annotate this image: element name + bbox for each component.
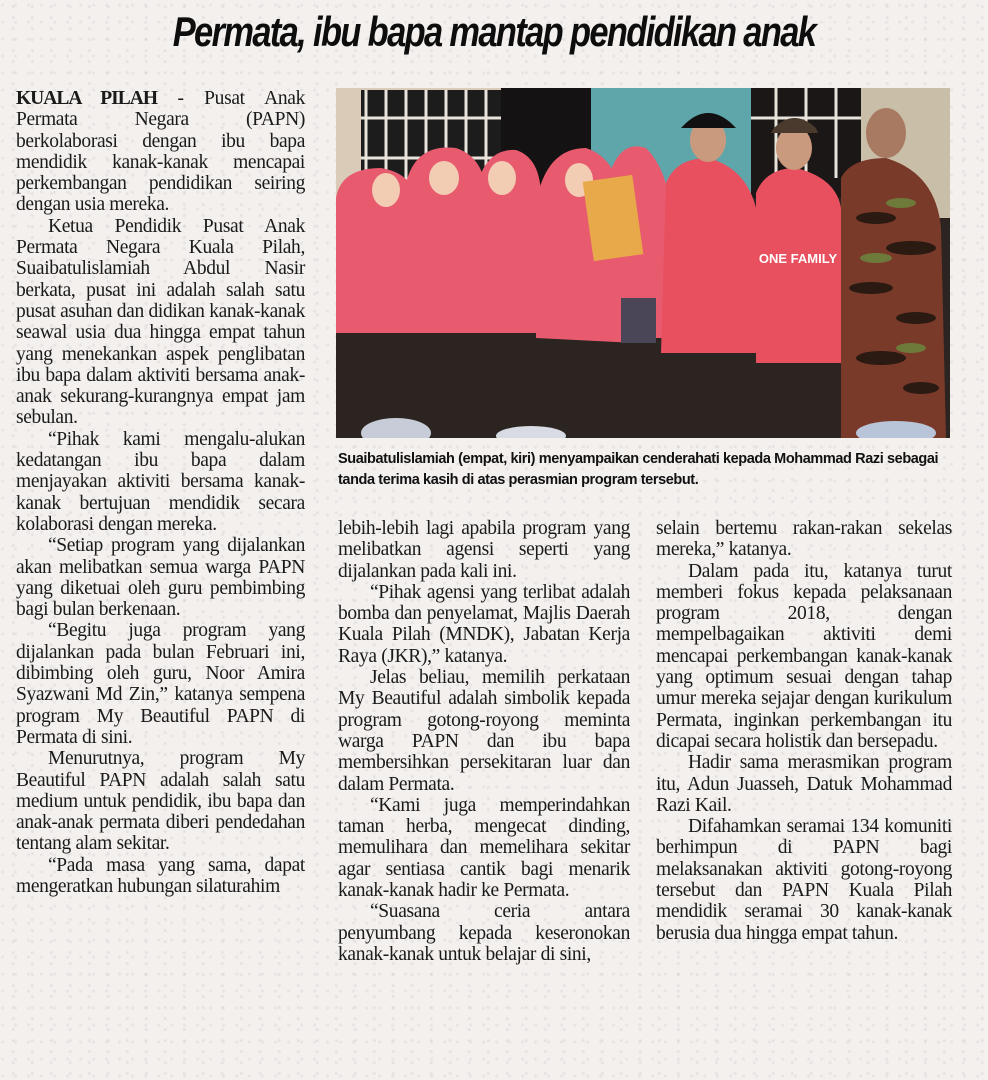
- paragraph-continued: lebih-lebih lagi apabila program yang melibatkan agensi seperti yang dijalankan pada kali ini.: [338, 518, 630, 582]
- paragraph: Dalam pada itu, katanya turut memberi fokus kepada pelaksanaan program 2018, dengan mempelbagaikan aktiviti demi mencapai perkembangan kanak-kanak yang optimum sesuai dengan tahap umur mereka sejajar dengan kurikulum Permata, inginkan perkembangan itu dicapai secara holistik dan bersepadu.: [656, 560, 952, 752]
- photo-group-icon: [336, 88, 950, 438]
- article-column-3: [656, 518, 952, 944]
- paragraph: “Pihak kami mengalu-alukan kedatangan ibu bapa dalam menjayakan aktiviti bersama kanak-kanak bertujuan mendidik secara kolaborasi dengan mereka.: [16, 428, 305, 535]
- news-photo: [336, 88, 950, 438]
- lead-paragraph: [16, 88, 305, 216]
- headline: Permata, ibu bapa mantap pendidikan anak: [172, 8, 816, 55]
- shirt-text: ONE FAMILY: [758, 251, 838, 266]
- photo-caption: Suaibatulislamiah (empat, kiri) menyampaikan cenderahati kepada Mohammad Razi sebagai tanda terima kasih di atas perasmian program tersebut.: [338, 451, 939, 488]
- paragraph: “Kami juga memperindahkan taman herba, mengecat dinding, memulihara dan memelihara sekitar agar sentiasa cantik bagi menarik kanak-kanak hadir ke Permata.: [338, 794, 630, 902]
- article-column-2: [338, 518, 630, 965]
- paragraph: Difahamkan seramai 134 komuniti berhimpun di PAPN bagi melaksanakan aktiviti gotong-royong tersebut dan PAPN Kuala Pilah mendidik seramai 30 kanak-kanak berusia dua hingga empat tahun.: [656, 816, 952, 944]
- paragraph: Ketua Pendidik Pusat Anak Permata Negara Kuala Pilah, Suaibatulislamiah Abdul Nasir berkata, pusat ini adalah salah satu pusat asuhan dan didikan kanak-kanak seawal usia dua hingga empat tahun yang menekankan aspek penglibatan ibu bapa dalam aktiviti bersama anak-anak sekurang-kurangnya empat jam sebulan.: [16, 215, 305, 429]
- paragraph: Menurutnya, program My Beautiful PAPN adalah salah satu medium untuk pendidik, ibu bapa dan anak-anak permata diberi pendedahan tentang alam sekitar.: [16, 748, 305, 855]
- paragraph: “Pihak agensi yang terlibat adalah bomba dan penyelamat, Majlis Daerah Kuala Pilah (MNDK), Jabatan Kerja Raya (JKR),” katanya.: [338, 581, 630, 667]
- article-column-1: [16, 88, 305, 897]
- lead-text: - Pusat Anak Permata Negara (PAPN) berkolaborasi dengan ibu bapa mendidik kanak-kanak mencapai perkembangan pendidikan seiring dengan usia mereka.: [16, 88, 305, 216]
- paragraph-continued: selain bertemu rakan-rakan sekelas mereka,” katanya.: [656, 518, 952, 561]
- paragraph: Jelas beliau, memilih perkataan My Beautiful adalah simbolik kepada program gotong-royong meminta warga PAPN dan ibu bapa membersihkan persekitaran luar dan dalam Permata.: [338, 667, 630, 795]
- paragraph: “Pada masa yang sama, dapat mengeratkan hubungan silaturahim: [16, 854, 305, 897]
- dateline: KUALA PILAH: [16, 88, 157, 109]
- paragraph: “Begitu juga program yang dijalankan pada bulan Februari ini, dibimbing oleh guru, Noor Amira Syazwani Md Zin,” katanya sempena program My Beautiful PAPN di Permata di sini.: [16, 620, 305, 748]
- paragraph: Hadir sama merasmikan program itu, Adun Juasseh, Datuk Mohammad Razi Kail.: [656, 752, 952, 816]
- paragraph: “Suasana ceria antara penyumbang kepada keseronokan kanak-kanak untuk belajar di sini,: [338, 901, 630, 965]
- paragraph: “Setiap program yang dijalankan akan melibatkan semua warga PAPN yang diketuai oleh guru pembimbing bagi bulan berkenaan.: [16, 535, 305, 621]
